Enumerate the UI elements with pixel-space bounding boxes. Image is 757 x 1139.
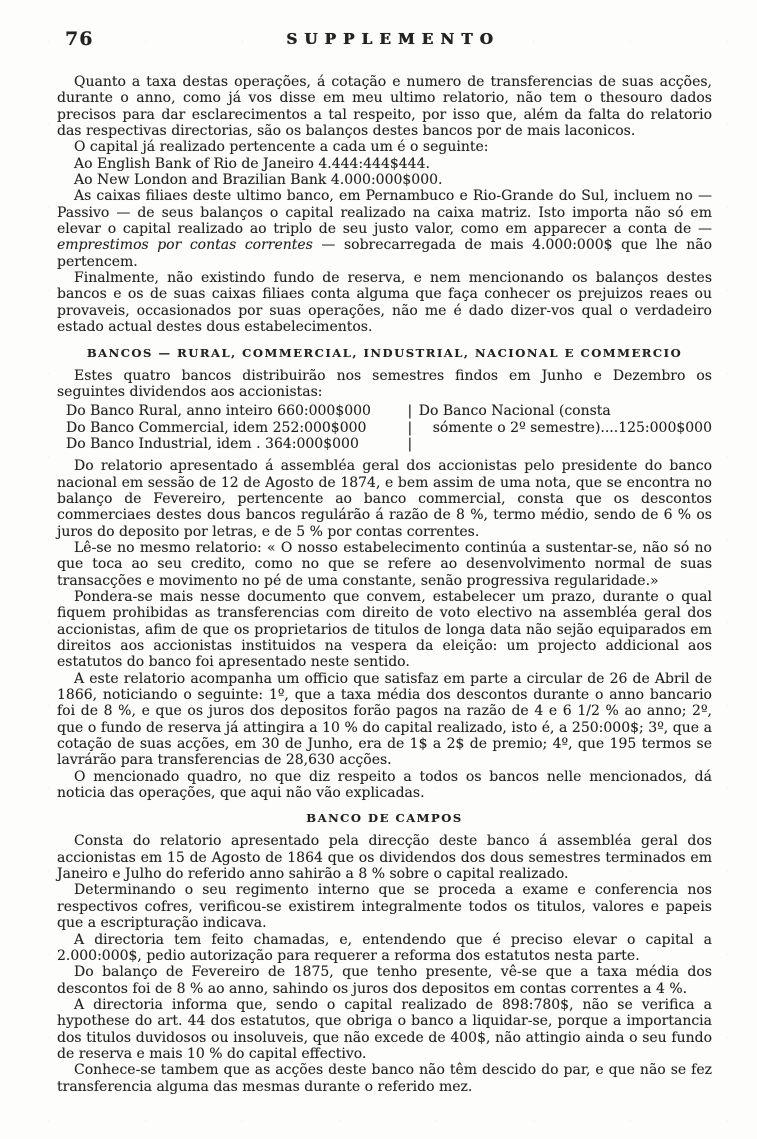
page-body xyxy=(57,74,712,1095)
dividends-left-column xyxy=(66,403,401,452)
divider-bar: | xyxy=(407,403,413,420)
divider-bar: | xyxy=(407,419,413,436)
paragraph-mencionado-quadro: O mencionado quadro, no que diz respeito a todos os bancos nelle mencionados, dá noticia das operações, que aqui não vão explicadas. xyxy=(57,768,712,802)
paragraph-regimento-interno: Determinando o seu regimento interno que se proceda a exame e conferencia nos respectivos cofres, verificou-se existirem integralmente todos os titulos, valores e papeis que a escripturação indicava. xyxy=(57,882,712,932)
page-header xyxy=(57,28,712,54)
page-number: 76 xyxy=(65,28,94,50)
dividends-right-column xyxy=(419,403,712,452)
paragraph-relatorio-presidente: Do relatorio apresentado á assembléa geral dos accionistas pelo presidente do banco nacional em sessão de 12 de Agosto de 1874, e bem assim de uma nota, que se encontra no balanço de Fevereiro, pertencente ao banco commercial, consta que os descontos commerciaes destes dous bancos regulárão á razão de 8 %, termo médio, sendo de 6 % os juros do deposito por letras, e de 5 % por contas correntes. xyxy=(57,458,712,540)
paragraph-finalmente: Finalmente, não existindo fundo de reserva, e nem mencionando os balanços destes bancos e os de suas caixas filiaes conta alguma que faça conhecer os prejuizos reaes ou provaveis, occasionados por suas operações, não me é dado dizer-vos qual o verdadeiro estado actual destes dous estabelecimentos. xyxy=(57,270,712,336)
dividends-table xyxy=(57,403,712,452)
paragraph-balanco-fevereiro: Do balanço de Fevereiro de 1875, que tenho presente, vê-se que a taxa média dos descontos foi de 8 % ao anno, sahindo os juros dos depositos em contas correntes a 4 %. xyxy=(57,964,712,997)
paragraph-conhece-se: Conhece-se tambem que as acções deste banco não têm descido do par, e que não se fez transferencia alguma das mesmas durante o referido mez. xyxy=(57,1062,712,1095)
paragraph-officio-circular: A este relatorio acompanha um officio que satisfaz em parte a circular de 26 de Abril de 1866, noticiando o seguinte: 1º, que a taxa média dos descontos durante o anno bancario foi de 8 %, e que os juros dos depositos forão pagos na razão de 4 e 6 1/2 % ao anno; 2º, que o fundo de reserva já attingira a 10 % do capital realizado, isto é, a 250:000$; 3º, que a cotação de suas acções, em 30 de Junho, era de 1$ a 2$ de premio; 4º, que 195 termos se lavrárão para transferencias de 28,630 acções. xyxy=(57,670,712,769)
dividend-row-rural: Do Banco Rural, anno inteiro 660:000$000 xyxy=(66,403,371,420)
dividend-nacional-amount: 125:000$000 xyxy=(618,419,712,436)
paragraph-taxa-operacoes: Quanto a taxa destas operações, á cotação e numero de transferencias de suas acções, durante o anno, como já vos disse em meu ultimo relatorio, não tem o thesouro dados precisos para dar esclarecimentos a tal respeito, por isso que, além da falta do relatorio das respectivas directorias, são os balanços destes bancos por de mais laconicos. xyxy=(57,74,712,140)
bank-capital-line-english-bank: Ao English Bank of Rio de Janeiro 4.444:444$444. xyxy=(74,155,430,172)
paragraph-capital-realizado: O capital já realizado pertencente a cada um é o seguinte: xyxy=(74,139,489,156)
paragraph-segment: — sobrecarregada de mais 4.000:000$ que lhe não pertencem. xyxy=(57,237,712,270)
section-heading-banco-de-campos: BANCO DE CAMPOS xyxy=(306,811,463,826)
divider-bar: | xyxy=(407,435,413,452)
paragraph-caixas-filiaes xyxy=(57,188,712,270)
paragraph-directoria-informa: A directoria informa que, sendo o capital realizado de 898:780$, não se verifica a hypothese do art. 44 dos estatutos, que obriga o banco a liquidar-se, porque a importancia dos titulos duvidosos ou insoluveis, que não excede de 400$, não attingio ainda o seu fundo de reserva e mais 10 % do capital effectivo. xyxy=(57,996,712,1062)
dividend-nacional-label: sómente o 2º semestre).... xyxy=(432,419,619,436)
paragraph-segment: As caixas filiaes deste ultimo banco, em Pernambuco e Rio-Grande do Sul, incluem no — Passivo — de seus balanços o capital realizado na caixa matriz. Isto importa não só em elevar o capital realizado ao triplo de seu justo valor, como em apparecer a conta de — xyxy=(57,188,712,238)
section-heading-bancos: BANCOS — RURAL, COMMERCIAL, INDUSTRIAL, NACIONAL E COMMERCIO xyxy=(86,345,683,360)
dividend-row-nacional-line1: Do Banco Nacional (consta xyxy=(418,403,611,420)
paragraph-le-se-relatorio: Lê-se no mesmo relatorio: « O nosso estabelecimento continúa a sustentar-se, não só no que toca ao seu credito, como no que se refere ao desenvolvimento normal de suas transacções e movimento no pé de uma constante, senão progressiva regularidade.» xyxy=(57,539,712,589)
page-title: SUPPLEMENTO xyxy=(286,30,500,48)
paragraph-consta-relatorio: Consta do relatorio apresentado pela direcção deste banco á assembléa geral dos accionistas em 15 de Agosto de 1864 que os dividendos dos dous semestres terminados em Janeiro e Julho do referido anno sahirão a 8 % sobre o capital realizado. xyxy=(57,833,712,883)
paragraph-segment-italic: emprestimos por contas correntes xyxy=(57,237,313,254)
table-column-divider xyxy=(401,403,419,452)
paragraph-quatro-bancos: Estes quatro bancos distribuirão nos semestres findos em Junho e Dezembro os seguintes dividendos aos accionistas: xyxy=(57,367,712,400)
paragraph-pondera-se: Pondera-se mais nesse documento que convem, estabelecer um prazo, durante o qual fiquem prohibidas as transferencias com direito de voto electivo na assembléa geral dos accionistas, afim de que os proprietarios de titulos de longa data não sejão equiparados em direitos aos accionistas instituidos na vespera da eleição: um projecto addicional aos estatutos do banco foi apresentado neste sentido. xyxy=(57,588,712,671)
dividend-row-nacional-line2 xyxy=(419,420,712,436)
dividend-row-industrial: Do Banco Industrial, idem . 364:000$000 xyxy=(66,435,359,452)
bank-capital-line-new-london: Ao New London and Brazilian Bank 4.000:000$000. xyxy=(74,172,443,189)
paragraph-directoria-chamadas: A directoria tem feito chamadas, e, entendendo que é preciso elevar o capital a 2.000:000$, pedio autorização para requerer a reforma dos estatutos nesta parte. xyxy=(57,931,712,964)
dividend-row-commercial: Do Banco Commercial, idem 252:000$000 xyxy=(66,419,367,436)
